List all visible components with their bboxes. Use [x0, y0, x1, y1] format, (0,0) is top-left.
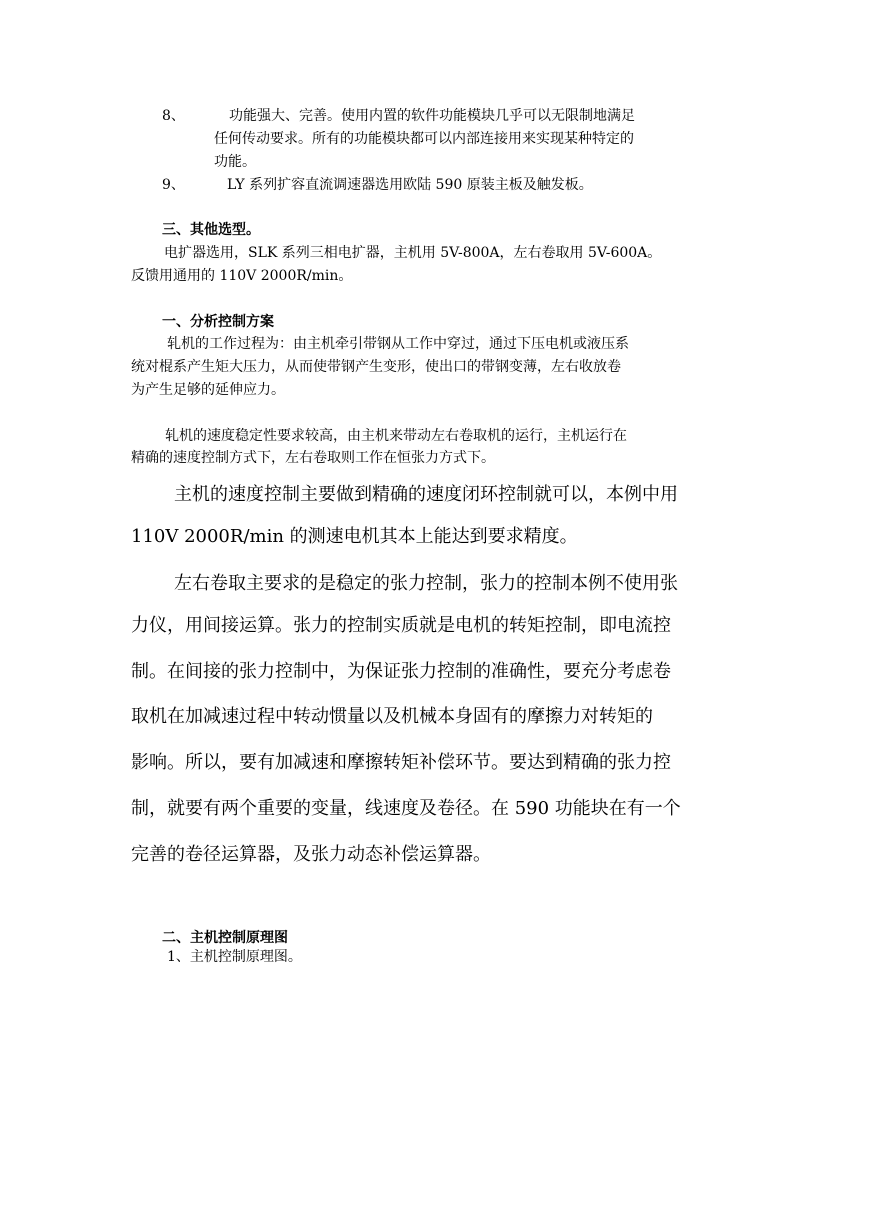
paragraph-line: 为产生足够的延伸应力。 — [131, 382, 285, 398]
section-heading: 三、其他选型。 — [162, 222, 260, 238]
paragraph-line: 反馈用通用的 110V 2000R/min。 — [131, 268, 353, 284]
paragraph-line: 统对棍系产生矩大压力，从而使带钢产生变形，使出口的带钢变薄，左右收放卷 — [131, 359, 621, 375]
paragraph-line: 力仪，用间接运算。张力的控制实质就是电机的转矩控制，即电流控 — [131, 615, 671, 636]
paragraph-line: 电扩器选用，SLK 系列三相电扩器，主机用 5V-800A，左右卷取用 5V-600A。 — [164, 245, 662, 261]
paragraph-line: 轧机的工作过程为：由主机牵引带钢从工作中穿过，通过下压电机或液压系 — [167, 336, 629, 352]
paragraph-line: 主机的速度控制主要做到精确的速度闭环控制就可以，本例中用 — [174, 484, 678, 505]
paragraph-line: 制，就要有两个重要的变量，线速度及卷径。在 590 功能块在有一个 — [131, 798, 681, 819]
paragraph-line: 左右卷取主要求的是稳定的张力控制，张力的控制本例不使用张 — [174, 573, 678, 594]
paragraph-line: 影响。所以，要有加减速和摩擦转矩补偿环节。要达到精确的张力控 — [131, 752, 671, 773]
paragraph-line: 精确的速度控制方式下，左右卷取则工作在恒张力方式下。 — [131, 450, 495, 466]
list-number: 9、 — [162, 177, 185, 193]
paragraph-line: 完善的卷径运算器，及张力动态补偿运算器。 — [131, 844, 491, 865]
paragraph-line: 取机在加减速过程中转动惯量以及机械本身固有的摩擦力对转矩的 — [131, 706, 653, 727]
list-text-line: 任何传动要求。所有的功能模块都可以内部连接用来实现某种特定的 — [214, 131, 634, 147]
list-text-line: 功能强大、完善。使用内置的软件功能模块几乎可以无限制地满足 — [229, 108, 635, 124]
list-text-line: 功能。 — [214, 154, 256, 170]
section-heading: 二、主机控制原理图 — [162, 930, 288, 946]
paragraph-line: 110V 2000R/min 的测速电机其本上能达到要求精度。 — [131, 526, 578, 547]
paragraph-line: 制。在间接的张力控制中，为保证张力控制的准确性，要充分考虑卷 — [131, 661, 671, 682]
paragraph-line: 轧机的速度稳定性要求较高，由主机来带动左右卷取机的运行，主机运行在 — [165, 428, 627, 444]
list-text-line: LY 系列扩容直流调速器选用欧陆 590 原装主板及触发板。 — [227, 177, 593, 193]
section-heading: 一、分析控制方案 — [162, 314, 274, 330]
list-number: 8、 — [162, 108, 185, 124]
list-item-text: 1、主机控制原理图。 — [167, 949, 302, 965]
